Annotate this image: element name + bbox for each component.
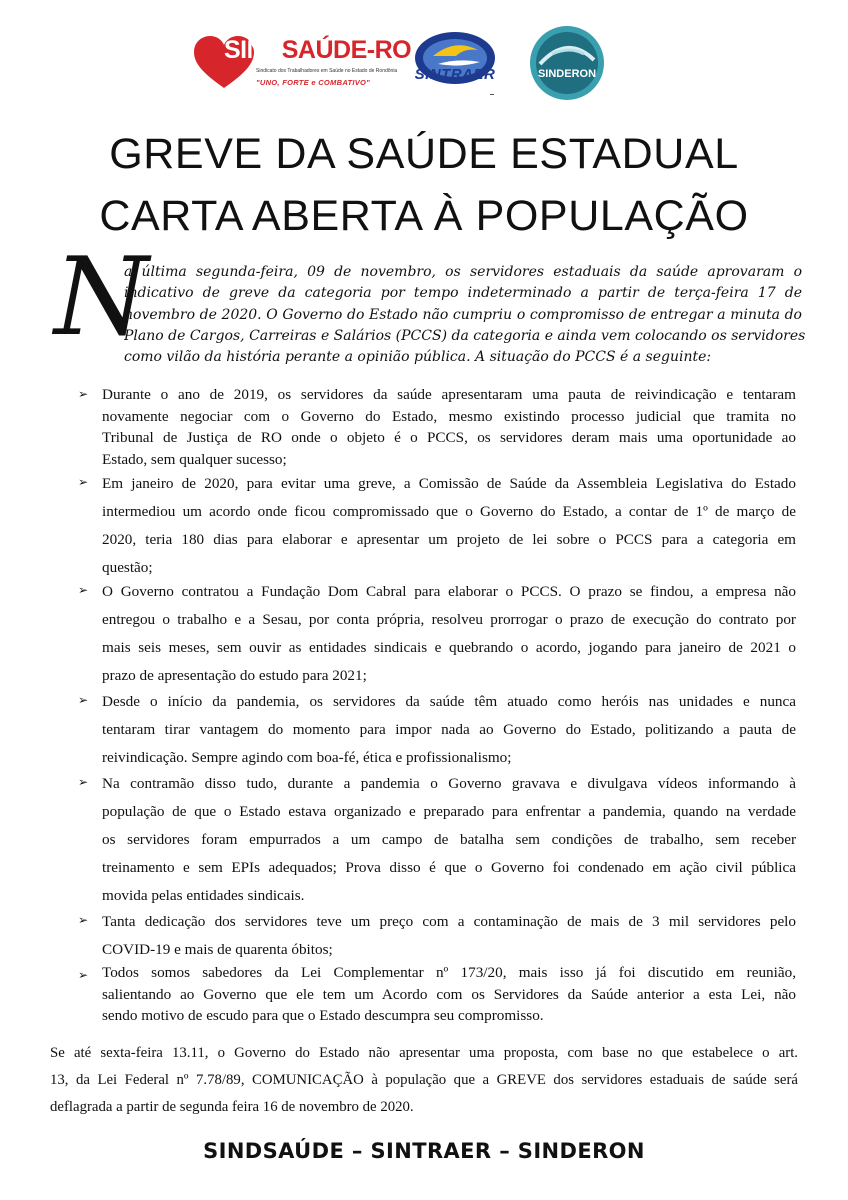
sindsaude-suffix: SAÚDE-RO (281, 36, 412, 64)
intro-line: Plano de Cargos, Carreiras e Salários (PCCS) da categoria e ainda vem colocando os servidores (124, 327, 806, 344)
bullet-line: Tanta dedicação dos servidores teve um preço com a contaminação de mais de 3 mil servidores pelo (102, 913, 796, 930)
page-title-line-2: CARTA ABERTA À POPULAÇÃO (99, 192, 749, 240)
intro-paragraph (54, 235, 806, 372)
bullet-line: intermediou um acordo onde ficou compromissado que o Governo do Estado, a contar de 1º de março de (102, 503, 796, 520)
sintraer-emblem-icon (398, 28, 512, 100)
divider (490, 94, 494, 95)
closing-line: Se até sexta-feira 13.11, o Governo do Estado não apresentar uma proposta, com base no que estabelece o art. (50, 1045, 798, 1061)
sinderon-name: SINDERON (537, 68, 597, 80)
closing-line: 13, da Lei Federal nº 7.78/89, COMUNICAÇÃO à população que a GREVE dos servidores estaduais de saúde será (50, 1072, 798, 1088)
bullet-line: Desde o início da pandemia, os servidores da saúde têm atuado como heróis nas unidades e nunca (102, 693, 796, 710)
sindsaude-name (224, 36, 411, 65)
intro-line: novembro de 2020. O Governo do Estado não cumpriu o compromisso de entregar a minuta do (124, 306, 802, 323)
bullet-text (102, 384, 796, 470)
bullet-line: treinamento e sem EPIs adequados; Prova disso é que o Governo foi condenado em ação civil pública (102, 859, 796, 876)
arrow-bullet-icon: ➢ (78, 583, 89, 597)
bullet-line: novamente negociar com o Governo do Estado, mesmo existindo processo judicial que tramita no (102, 407, 796, 425)
intro-line: como vilão da história perante a opinião pública. A situação do PCCS é a seguinte: (124, 349, 712, 366)
arrow-bullet-icon: ➢ (78, 475, 89, 489)
sindsaude-subtitle: Sindicato dos Trabalhadores em Saúde no Estado de Rondônia (256, 68, 398, 74)
bullet-line: Durante o ano de 2019, os servidores da saúde apresentaram uma pauta de reivindicação e tentaram (102, 386, 796, 403)
logo-bar (0, 24, 848, 104)
bullet-text (102, 770, 796, 910)
bullet-line: reivindicação. Sempre agindo com boa-fé, ética e profissionalismo; (102, 749, 512, 766)
bullet-line: os servidores foram empurrados a um campo de batalha sem condições de trabalho, sem receber (102, 831, 796, 848)
bullet-text (102, 908, 796, 964)
arrow-bullet-icon: ➢ (78, 387, 89, 401)
signature: SINDSAÚDE – SINTRAER – SINDERON (203, 1139, 645, 1163)
closing-line: deflagrada a partir de segunda feira 16 de novembro de 2020. (50, 1099, 414, 1115)
bullet-line: COVID-19 e mais de quarenta óbitos; (102, 941, 333, 958)
bullet-line: Em janeiro de 2020, para evitar uma greve, a Comissão de Saúde da Assembleia Legislativa do Estado (102, 475, 796, 492)
page-title-line-1: GREVE DA SAÚDE ESTADUAL (109, 130, 739, 178)
sindsaude-prefix: SIND (224, 36, 282, 64)
bullet-text (102, 962, 796, 1027)
arrow-bullet-icon: ➢ (78, 913, 89, 927)
arrow-bullet-icon: ➢ (78, 693, 89, 707)
bullet-line: movida pelas entidades sindicais. (102, 887, 305, 904)
sindsaude-motto: "UNO, FORTE e COMBATIVO" (256, 78, 371, 87)
sintraer-logo (398, 28, 512, 100)
arrow-bullet-icon: ➢ (78, 968, 89, 982)
bullet-line: entregou o trabalho e a Sesau, por conta própria, resolveu prorrogar o prazo de execução do contrato por (102, 611, 796, 628)
bullet-line: salientando ao Governo que ele tem um Acordo com os Servidores da Saúde anterior a esta Lei, não (102, 985, 796, 1003)
bullet-line: Na contramão disso tudo, durante a pandemia o Governo gravava e divulgava vídeos informando à (102, 775, 796, 792)
sindsaude-logo (194, 34, 412, 98)
sinderon-logo (522, 24, 612, 102)
bullet-line: Estado, sem qualquer sucesso; (102, 450, 287, 468)
arrow-bullet-icon: ➢ (78, 775, 89, 789)
bullet-text (102, 578, 796, 690)
bullet-line: população de que o Estado estava organizado e preparado para enfrentar a pandemia, quando na verdade (102, 803, 796, 820)
bullet-line: Tribunal de Justiça de RO onde o objeto é o PCCS, os servidores deram mais uma oportunidade ao (102, 429, 796, 446)
bullet-line: Todos somos sabedores da Lei Complementar nº 173/20, mais isso já foi discutido em reunião, (102, 964, 796, 981)
bullet-text (102, 688, 796, 772)
closing-paragraph (50, 1040, 798, 1121)
bullet-line: 2020, teria 180 dias para elaborar e apresentar um projeto de lei sobre o PCCS para a categoria em (102, 531, 796, 548)
drop-cap: N (54, 235, 149, 360)
bullet-line: prazo de apresentação do estudo para 2021; (102, 667, 367, 684)
sinderon-emblem-icon (522, 24, 612, 102)
intro-text (124, 262, 806, 368)
bullet-line: sendo motivo de escudo para que o Estado descumpra seu compromisso. (102, 1007, 544, 1024)
intro-line: a última segunda-feira, 09 de novembro, os servidores estaduais da saúde aprovaram o (124, 264, 802, 280)
bullet-line: O Governo contratou a Fundação Dom Cabral para elaborar o PCCS. O prazo se findou, a empresa não (102, 583, 796, 600)
bullet-line: mais seis meses, sem ouvir as entidades sindicais e quebrando o acordo, jogando para janeiro de 2021 o (102, 639, 796, 656)
sintraer-name: SINTRAER (414, 66, 496, 83)
bullet-text (102, 470, 796, 582)
bullet-line: tentaram tirar vantagem do momento para impor nada ao Governo do Estado, politizando a pauta de (102, 721, 796, 738)
intro-line: indicativo de greve da categoria por tempo indeterminado a partir de terça-feira 17 de (124, 285, 802, 302)
bullet-line: questão; (102, 559, 153, 576)
